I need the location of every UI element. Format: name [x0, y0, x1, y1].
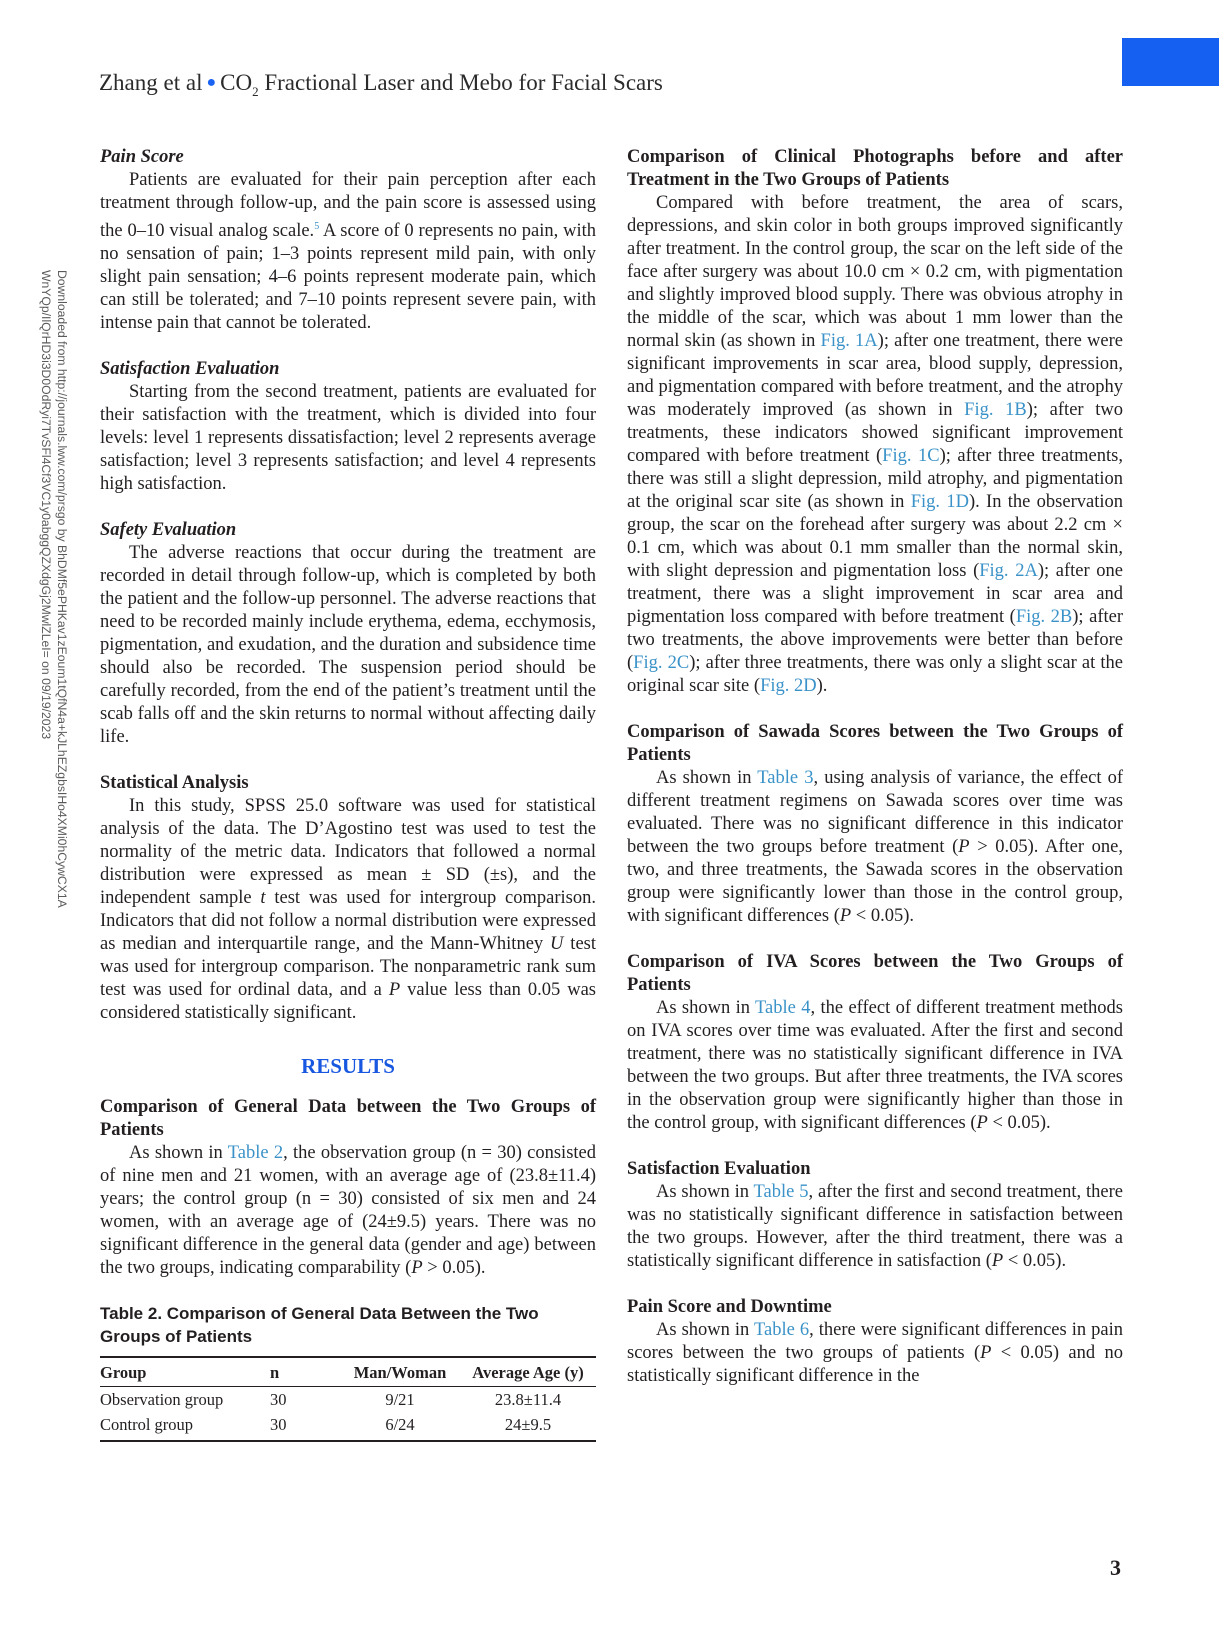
pain-downtime-paragraph — [627, 1319, 1123, 1388]
th-group: Group — [100, 1357, 270, 1387]
photographs-heading: Comparison of Clinical Photographs before and after Treatment in the Two Groups of Patients — [627, 147, 1123, 190]
cell: 23.8±11.4 — [494, 1390, 562, 1410]
running-header — [99, 70, 663, 100]
sawada-p: P — [839, 906, 852, 926]
iva-p: P — [976, 1113, 988, 1133]
fig-1a-link[interactable]: Fig. 1A — [820, 331, 878, 351]
stat-u: U — [550, 934, 564, 955]
iva-text: As shown in — [656, 998, 756, 1018]
header-title-sub: 2 — [252, 84, 259, 99]
pain-text: , there were significant differences in pain scores between the two groups of patients ( — [627, 1320, 1123, 1363]
pain-text: As shown in — [656, 1320, 755, 1340]
table-5-link[interactable]: Table 5 — [753, 1182, 809, 1202]
general-data-paragraph — [100, 1142, 596, 1280]
table-header-row — [100, 1357, 596, 1387]
pain-score-text: Patients are evaluated for their pain perception after each treatment through follow-up, and the pain score is assessed using the 0–10 visual analog scale. — [100, 170, 596, 242]
photo-text: Compared with before treatment, the area of scars, depressions, and skin color in both groups improved significantly after treatment. In the control group, the scar on the left side of the face after surgery was about 10.0 cm × 0.2 cm, with pigmentation and slightly improved blood supply. There was obvious atrophy in the middle of the scar, which was about 1 mm lower than the normal skin (as shown in — [627, 193, 1123, 351]
cell: 30 — [270, 1412, 340, 1441]
download-watermark — [38, 270, 70, 1010]
table-2-caption: Table 2. Comparison of General Data Between the Two Groups of Patients — [100, 1304, 539, 1347]
bullet-icon: ● — [206, 74, 217, 91]
iva-paragraph — [627, 997, 1123, 1135]
table-row — [100, 1387, 596, 1413]
gen-text-3: > 0.05). — [422, 1258, 486, 1279]
table-row — [100, 1412, 596, 1441]
table-3-link[interactable]: Table 3 — [757, 768, 814, 788]
photo-text: ); after two treatments, these indicators showed significant improvement compared with before treatment ( — [627, 400, 1123, 466]
sat-text: As shown in — [656, 1182, 754, 1202]
photo-text: ); after three treatments, there was only a slight scar at the original scar site ( — [627, 653, 1123, 696]
pain-downtime-heading: Pain Score and Downtime — [627, 1297, 832, 1317]
satisfaction-results-heading: Satisfaction Evaluation — [627, 1159, 811, 1179]
header-title-post: Fractional Laser and Mebo for Facial Scars — [264, 70, 663, 95]
sawada-p: P — [958, 837, 970, 857]
sawada-text: > 0.05). After one, two, and three treatments, the Sawada scores in the observation group were significantly lower than those in the control group, with significant differences ( — [627, 837, 1123, 926]
cell: 9/21 — [385, 1390, 415, 1410]
sawada-paragraph — [627, 767, 1123, 928]
statistical-analysis-heading: Statistical Analysis — [100, 773, 249, 794]
iva-heading: Comparison of IVA Scores between the Two Groups of Patients — [627, 952, 1123, 995]
statistical-analysis-paragraph — [100, 795, 596, 1025]
results-heading: RESULTS — [301, 1054, 395, 1079]
header-title-pre: CO — [220, 70, 253, 95]
photo-text: ); after one treatment, there was a slight improvement in scar area and pigmentation loss compared with before treatment ( — [627, 561, 1123, 627]
cell: 24±9.5 — [460, 1412, 596, 1441]
photo-text: ). In the observation group, the scar on the forehead after surgery was about 2.2 cm × 0.1 cm, which was about 0.1 mm smaller than the normal skin, with slight depression and pigmentation loss ( — [627, 492, 1123, 581]
sat-p: P — [991, 1251, 1004, 1271]
table-6-link[interactable]: Table 6 — [754, 1320, 810, 1340]
page-number: 3 — [1110, 1555, 1121, 1580]
general-data-heading: Comparison of General Data between the Two Groups of Patients — [100, 1097, 596, 1141]
watermark-line-2: WnYQp/IlQrHD3i3D0OdRyi7TvSFl4Cf3VC1y0abggQZXdgGj2MwlZLeI= on 09/19/2023 — [39, 270, 53, 740]
fig-2b-link[interactable]: Fig. 2B — [1015, 607, 1073, 627]
right-column — [627, 146, 1123, 1388]
gen-text-1: As shown in — [129, 1143, 228, 1164]
sawada-text: As shown in — [656, 768, 758, 788]
safety-heading: Safety Evaluation — [100, 520, 237, 541]
th-average-age: Average Age (y) — [460, 1357, 596, 1387]
sat-text: < 0.05). — [1003, 1251, 1067, 1271]
pain-p: P — [980, 1343, 992, 1363]
stat-t: t — [260, 888, 266, 909]
photo-text: ); after three treatments, there was still a slight depression, mild atrophy, and pigmentation at the original scar site (as shown in — [627, 446, 1123, 512]
page-edge-tab — [1122, 38, 1219, 86]
photo-text: ). — [816, 676, 828, 696]
photo-text: ); after two treatments, the above improvements were better than before ( — [627, 607, 1124, 673]
sat-text: , after the first and second treatment, there was no statistically significant difference in satisfaction between the two groups. However, after the third treatment, there was a statistically significant difference in satisfaction ( — [627, 1182, 1123, 1271]
fig-1d-link[interactable]: Fig. 1D — [910, 492, 969, 512]
fig-2d-link[interactable]: Fig. 2D — [760, 676, 817, 696]
stat-text-3: test was used for intergroup comparison. The nonparametric rank sum test was used for ordinal data, and a — [100, 934, 596, 1001]
safety-paragraph: The adverse reactions that occur during the treatment are recorded in detail through follow-up, which is completed by both the patient and the follow-up personnel. The adverse reactions that need to be recorded mainly include erythema, edema, ecchymosis, pigmentation, and exudation, and the duration and subsidence time should also be recorded. The suspension period should be carefully recorded, from the end of the patient’s treatment until the scab falls off and the skin returns to normal without affecting daily life. — [100, 543, 596, 748]
table-4-link[interactable]: Table 4 — [755, 998, 811, 1018]
cell: Observation group — [100, 1390, 224, 1410]
watermark-line-1: Downloaded from http://journals.lww.com/prsgo by BhDMf5ePHKav1zEoum1tQfN4a+kJLhEZgbsIHo4XMi0hCywCX1A — [55, 270, 69, 908]
stat-text-2: test was used for intergroup comparison. Indicators that did not follow a normal distribution were expressed as median and interquartile range, and the Mann-Whitney — [100, 888, 596, 955]
table-2-link[interactable]: Table 2 — [227, 1143, 284, 1164]
iva-text: < 0.05). — [987, 1113, 1051, 1133]
pain-score-paragraph — [100, 169, 596, 335]
gen-text-2: , the observation group (n = 30) consisted of nine men and 21 women, with an average age of (23.8±11.4) years; the control group (n = 30) consisted of six men and 24 women, with an average age of (24±9.5) years. There was no significant difference in the general data (gender and age) between the two groups, indicating comparability ( — [100, 1143, 596, 1279]
stat-p: P — [388, 980, 401, 1001]
iva-text: , the effect of different treatment methods on IVA scores over time was evaluated. After the first and second treatment, there was no statistically significant difference in IVA between the two groups. But after three treatments, the IVA scores in the observation group were significantly higher than those in the control group, with significant differences ( — [627, 998, 1123, 1133]
cell: 6/24 — [340, 1412, 460, 1441]
cell: Control group — [100, 1412, 270, 1441]
left-column — [100, 146, 596, 1442]
sawada-heading: Comparison of Sawada Scores between the Two Groups of Patients — [627, 722, 1123, 765]
cell: 30 — [270, 1390, 287, 1410]
sawada-text: < 0.05). — [851, 906, 915, 926]
pain-score-heading: Pain Score — [100, 147, 184, 167]
table-2 — [100, 1356, 596, 1442]
photo-text: ); after one treatment, there were significant improvements in scar area, blood supply, depression, and pigmentation compared with before treatment, and the atrophy was moderately improved (as shown in — [627, 331, 1123, 420]
fig-2a-link[interactable]: Fig. 2A — [979, 561, 1038, 581]
th-n: n — [270, 1357, 340, 1387]
sawada-text: , using analysis of variance, the effect of different treatment regimens on Sawada scores over time was evaluated. There was no significant difference in this indicator between the two groups before treatment ( — [627, 768, 1123, 857]
pain-score-text-2: A score of 0 represents no pain, with no sensation of pain; 1–3 points represent mild pain, with only slight pain sensation; 4–6 points represent moderate pain, which can still be tolerated; and 7–10 points represent severe pain, with intense pain that cannot be tolerated. — [100, 221, 597, 334]
fig-1c-link[interactable]: Fig. 1C — [882, 446, 940, 466]
reference-5[interactable]: 5 — [314, 221, 320, 232]
gen-p: P — [411, 1258, 423, 1279]
stat-text-4: value less than 0.05 was considered statistically significant. — [100, 980, 596, 1024]
stat-text-1: In this study, SPSS 25.0 software was used for statistical analysis of the data. The D’Agostino test was used to test the normality of the metric data. Indicators that followed a normal distribution were expressed as mean ± SD (±s), and the independent sample — [100, 796, 596, 909]
satisfaction-results-paragraph — [627, 1181, 1123, 1273]
fig-1b-link[interactable]: Fig. 1B — [964, 400, 1027, 420]
fig-2c-link[interactable]: Fig. 2C — [633, 653, 690, 673]
satisfaction-heading: Satisfaction Evaluation — [100, 359, 280, 380]
pain-text: < 0.05) and no statistically significant difference in the — [627, 1343, 1123, 1386]
header-authors: Zhang et al — [99, 70, 203, 95]
satisfaction-paragraph: Starting from the second treatment, patients are evaluated for their satisfaction with the treatment, which is divided into four levels: level 1 represents dissatisfaction; level 2 represents average satisfaction; level 3 represents satisfaction; and level 4 represents high satisfaction. — [100, 382, 596, 495]
th-man-woman: Man/Woman — [340, 1357, 460, 1387]
photographs-paragraph — [627, 192, 1123, 698]
